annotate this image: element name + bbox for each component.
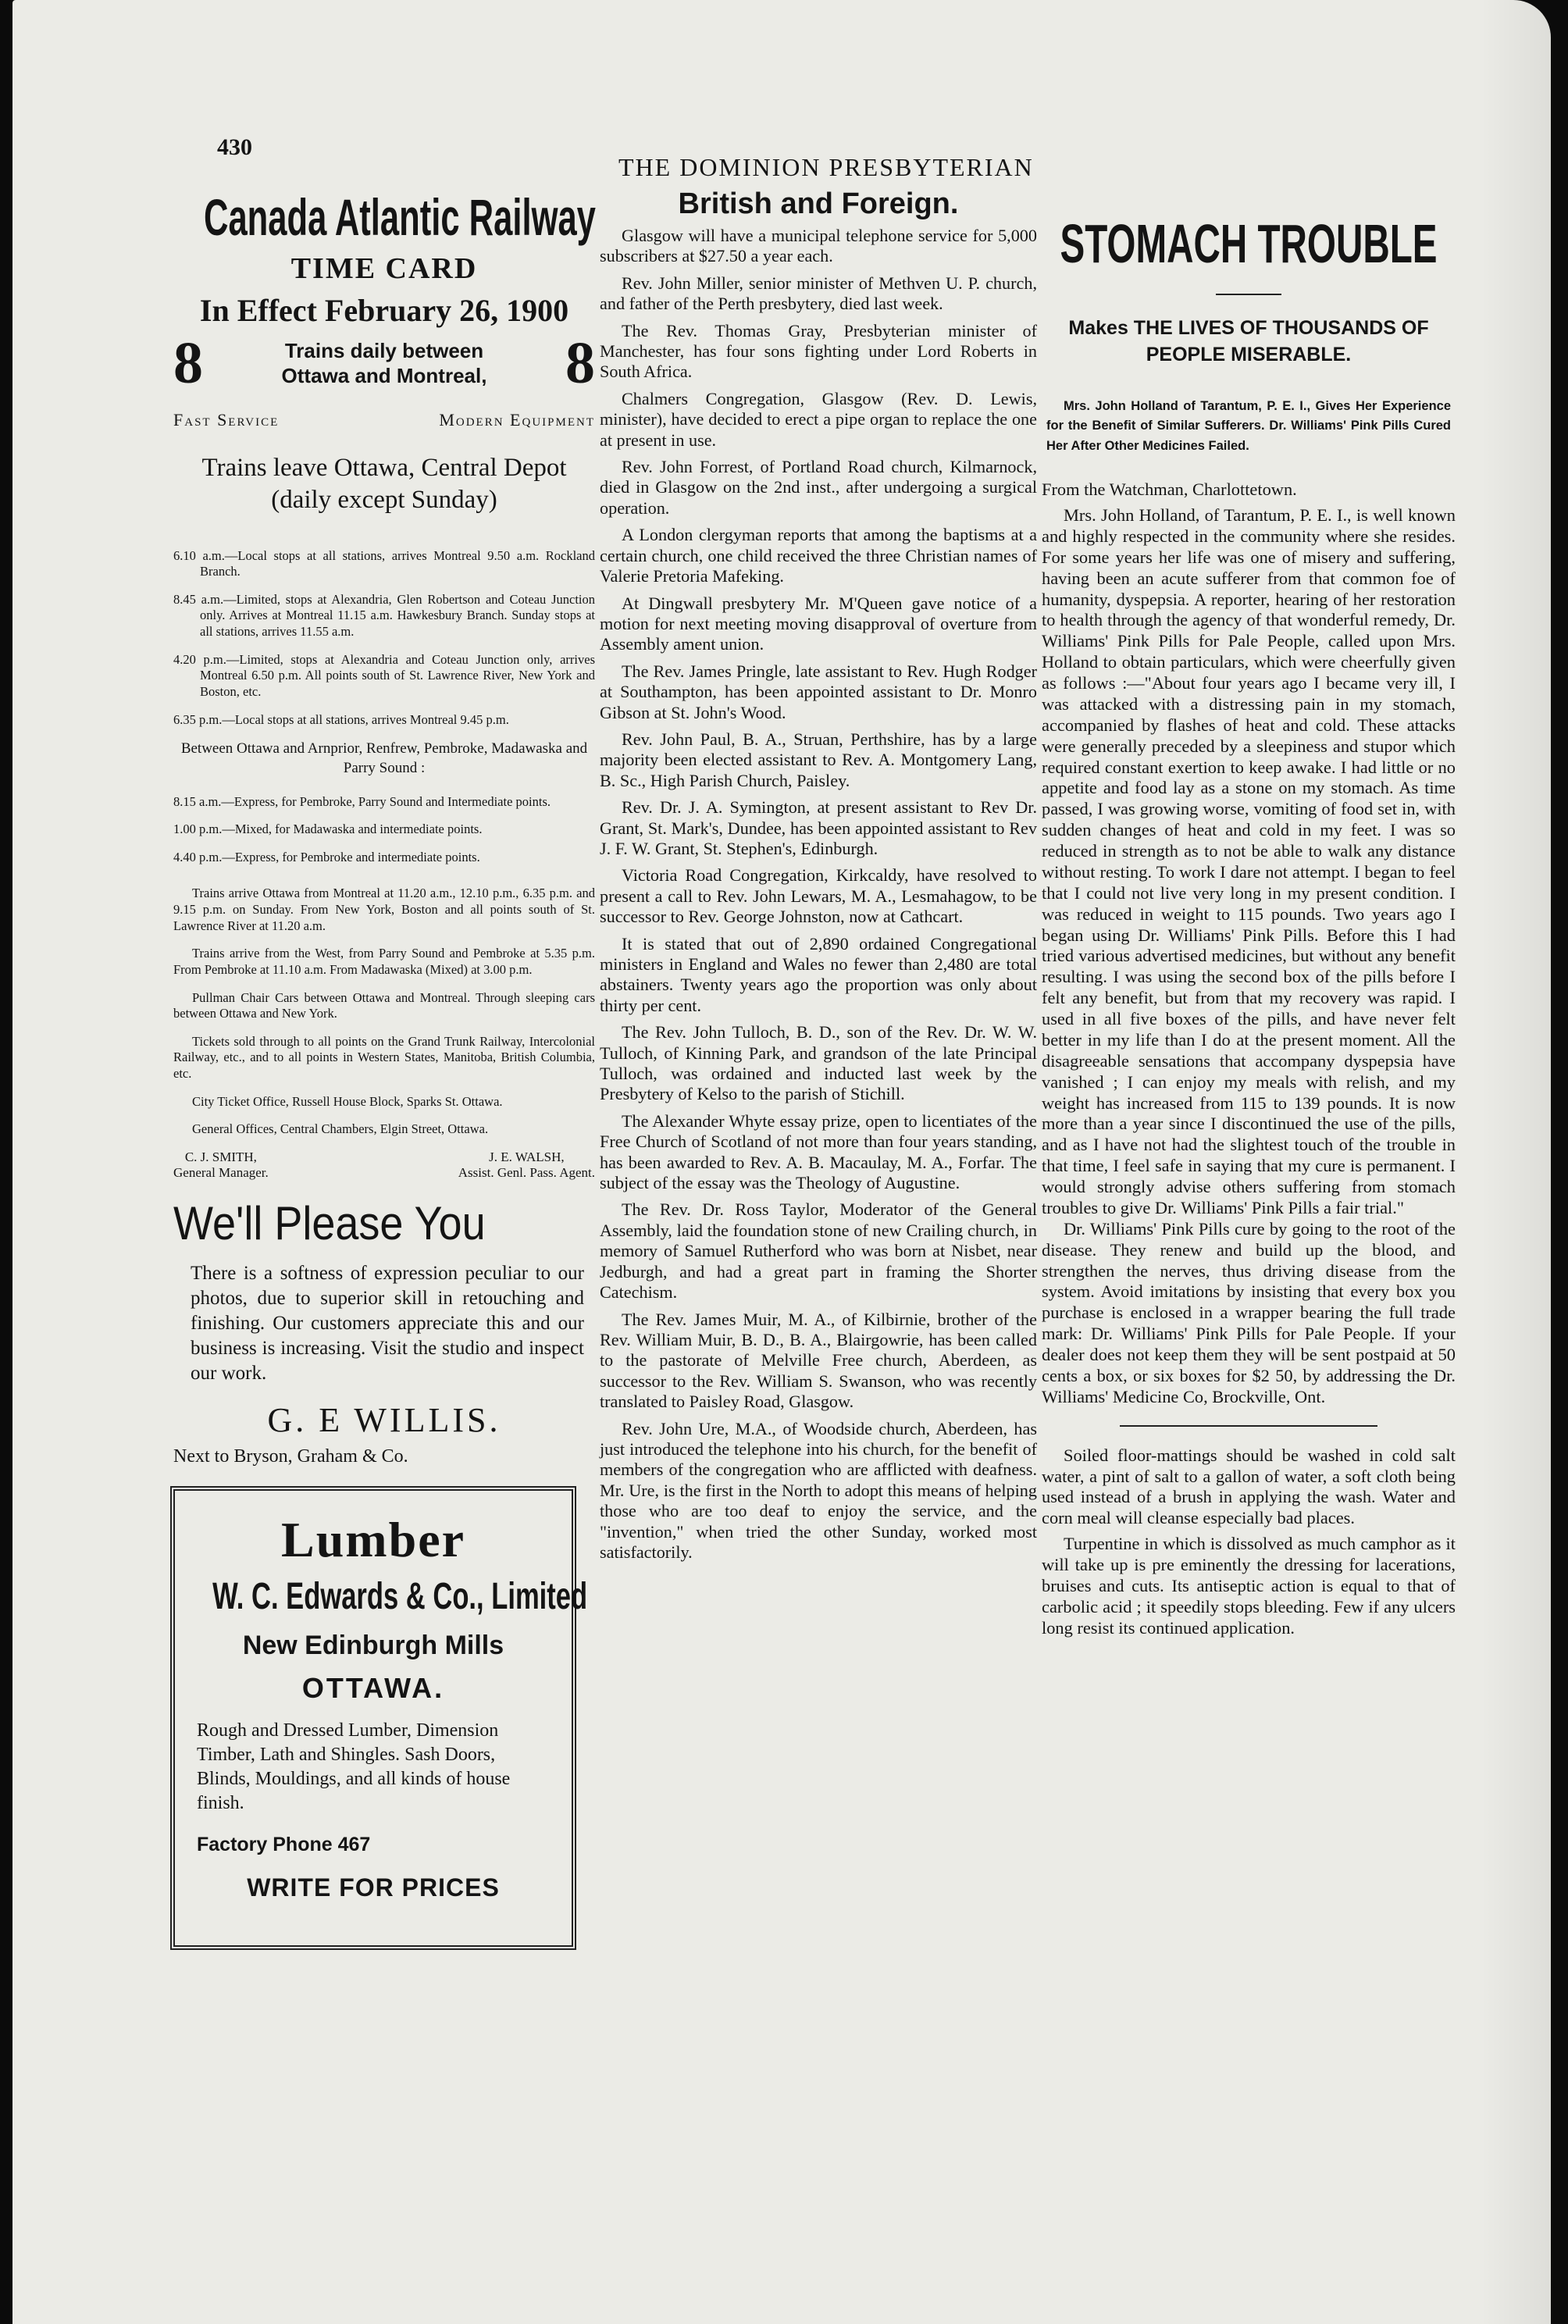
trains-text-line-1: Trains daily between bbox=[284, 338, 484, 362]
news-paragraph: The Rev. Dr. Ross Taylor, Moderator of the General Assembly, laid the foundation stone of new Crailing church, in memory of Samuel Rutherford who was born at Nisbet, near Jedburgh, and had a great part in framing the Shorter Catechism. bbox=[600, 1199, 1037, 1303]
schedule-entry: 8.15 a.m.—Express, for Pembroke, Parry Sound and Intermediate points. bbox=[173, 793, 551, 809]
willis-ad-location: Next to Bryson, Graham & Co. bbox=[173, 1445, 408, 1467]
schedule-entry: 6.10 a.m.—Local stops at all stations, arrives Montreal 9.50 a.m. Rockland Branch. bbox=[173, 547, 595, 579]
sig-name: J. E. WALSH, bbox=[489, 1149, 565, 1164]
signature-smith bbox=[173, 1150, 269, 1181]
news-paragraph: The Rev. James Muir, M. A., of Kilbirnie, brother of the Rev. William Muir, B. D., B. A., Blairgowrie, has been called to the pastorate of Melville Free church, Aberdeen, as successor to the Rev. William S. Swanson, who was recently translated to Paisley Road, Glasgow. bbox=[600, 1309, 1037, 1412]
signatures bbox=[173, 1150, 595, 1181]
railway-note: Pullman Chair Cars between Ottawa and Montreal. Through sleeping cars between Ottawa and New York. bbox=[173, 989, 595, 1021]
news-paragraph: Glasgow will have a municipal telephone service for 5,000 subscribers at $27.50 a year each. bbox=[600, 226, 1037, 266]
time-card-heading: TIME CARD bbox=[290, 252, 478, 285]
stomach-lead: Mrs. John Holland of Tarantum, P. E. I., Gives Her Experience for the Benefit of Similar Sufferers. Dr. Williams' Pink Pills Cured Her After Other Medicines Failed. bbox=[1046, 398, 1451, 453]
page-number: 430 bbox=[217, 134, 252, 160]
lumber-mills: New Edinburgh Mills bbox=[242, 1630, 504, 1660]
divider bbox=[1216, 294, 1281, 295]
news-paragraph: Rev. John Ure, M.A., of Woodside church, Aberdeen, has just introduced the telephone into his church, for the benefit of members of the congregation who are afflicted with deafness. Mr. Ure, is the first in the North to adopt this means of helping those who are too deaf to enjoy the service, and the "invention," when tried the other Sunday, worked most satisfactorily. bbox=[600, 1418, 1037, 1562]
lumber-city: OTTAWA. bbox=[301, 1671, 445, 1704]
effective-date: In Effect February 26, 1900 bbox=[199, 293, 569, 328]
schedule-entry: 4.20 p.m.—Limited, stops at Alexandria and Coteau Junction only, arrives Montreal 6.50 p.m. All points south of St. Lawrence River, New York and Boston, etc. bbox=[173, 651, 595, 699]
news-paragraph: Victoria Road Congregation, Kirkcaldy, have resolved to present a call to Rev. John Lewars, M. A., Lesmahagow, to be successor to Rev. George Johnston, now at Cathcart. bbox=[600, 865, 1037, 927]
household-tip: Turpentine in which is dissolved as much camphor as it will take up is pre eminently the dressing for lacerations, bruises and cuts. Its antiseptic action is equal to that of carbolic acid ; it speedily stops bleeding. Few if any ulcers long resist its continued application. bbox=[1042, 1534, 1456, 1638]
lumber-company: W. C. Edwards & Co., Limited bbox=[212, 1575, 588, 1617]
between-heading: Between Ottawa and Arnprior, Renfrew, Pembroke, Madawaska and Parry Sound : bbox=[180, 740, 588, 776]
divider bbox=[1120, 1425, 1377, 1427]
lumber-title: Lumber bbox=[281, 1511, 465, 1567]
railway-note: General Offices, Central Chambers, Elgin Street, Ottawa. bbox=[192, 1121, 489, 1137]
news-paragraph: Rev. Dr. J. A. Symington, at present assistant to Rev Dr. Grant, St. Mark's, Dundee, has been appointed assistant to Rev J. F. W. Grant, St. Stephen's, Edinburgh. bbox=[600, 797, 1037, 858]
news-paragraph: Rev. John Paul, B. A., Struan, Perthshire, has by a large majority been elected assistant to Rev. A. Montgomery Lang, B. Sc., High Parish Church, Paisley. bbox=[600, 729, 1037, 790]
fast-service: Fast Service bbox=[173, 410, 280, 430]
schedule-entry: 6.35 p.m.—Local stops at all stations, arrives Montreal 9.45 p.m. bbox=[173, 711, 509, 727]
news-paragraph: The Rev. James Pringle, late assistant to Rev. Hugh Rodger at Southampton, has been appointed assistant to Dr. Monro Gibson at St. John's Wood. bbox=[600, 661, 1037, 722]
news-paragraph: At Dingwall presbytery Mr. M'Queen gave notice of a motion for next meeting moving disapproval of overture from Assembly ament union. bbox=[600, 593, 1037, 654]
left-column bbox=[173, 187, 595, 1950]
railway-note: Tickets sold through to all points on the Grand Trunk Railway, Intercolonial Railway, etc., and to all points in Western States, Manitoba, British Columbia, etc. bbox=[173, 1033, 595, 1081]
news-paragraph: It is stated that out of 2,890 ordained Congregational ministers in England and Wales no fewer than 2,480 are total abstainers. Twenty years ago the proportion was only about thirty per cent. bbox=[600, 933, 1037, 1015]
news-paragraph: The Rev. John Tulloch, B. D., son of the Rev. Dr. W. W. Tulloch, of Kinning Park, and grandson of the late Principal Tulloch, was ordained and inducted last week by the Presbytery of Kelso to the parish of Stichill. bbox=[600, 1022, 1037, 1104]
willis-ad-body: There is a softness of expression peculiar to our photos, due to superior skill in retouching and finishing. Our customers appreciate this and our business is increasing. Visit the studio and inspect our work. bbox=[191, 1262, 584, 1384]
railway-note: Trains arrive from the West, from Parry Sound and Pembroke at 5.35 p.m. From Pembroke at 11.10 a.m. From Madawaska (Mixed) at 3.00 p.m. bbox=[173, 946, 595, 977]
stomach-source: From the Watchman, Charlottetown. bbox=[1042, 479, 1297, 500]
schedule-entry: 4.40 p.m.—Express, for Pembroke and intermediate points. bbox=[173, 849, 480, 864]
schedule-entry: 8.45 a.m.—Limited, stops at Alexandria, Glen Robertson and Coteau Junction only. Arrives at Montreal 11.15 a.m. Hawkesbury Branch. Sunday stops at all stations, arrives 11.55 a.m. bbox=[173, 591, 595, 639]
british-foreign-title: British and Foreign. bbox=[678, 187, 959, 220]
household-tip: Soiled floor-mattings should be washed in cold salt water, a pint of salt to a gallon of water, a soft cloth being used instead of a brush in applying the wash. Water and corn meal will cleanse especially bad places. bbox=[1042, 1445, 1456, 1528]
news-paragraph: The Alexander Whyte essay prize, open to licentiates of the Free Church of Scotland of not more than four years standing, has been awarded to Rev. A. B. Macaulay, M. A., Forfar. The subject of the essay was the Theology of Augustine. bbox=[600, 1110, 1037, 1193]
willis-ad-name: G. E WILLIS. bbox=[267, 1400, 501, 1439]
schedule-entry: 1.00 p.m.—Mixed, for Madawaska and intermediate points. bbox=[173, 822, 483, 837]
sig-title: Assist. Genl. Pass. Agent. bbox=[458, 1164, 595, 1180]
trains-leave-heading bbox=[173, 452, 595, 517]
lumber-body: Rough and Dressed Lumber, Dimension Timber, Lath and Shingles. Sash Doors, Blinds, Mouldings, and all kinds of house finish. bbox=[197, 1720, 511, 1814]
trains-count-left: 8 bbox=[173, 330, 203, 396]
willis-ad-title: We'll Please You bbox=[173, 1196, 486, 1249]
news-paragraph: The Rev. Thomas Gray, Presbyterian minister of Manchester, has four sons fighting under Lord Roberts in South Africa. bbox=[600, 320, 1037, 382]
stomach-paragraph: Mrs. John Holland, of Tarantum, P. E. I., is well known and highly respected in the community where she resides. For some years her life was one of misery and suffering, having been an acute sufferer from that common foe of humanity, dyspepsia. A reporter, hearing of her restoration to health through the agency of that wonderful remedy, Dr. Williams' Pink Pills for Pale People, called upon Mrs. Holland to obtain particulars, which were cheerfully given as follows :—"About four years ago I became very ill, I was attacked with a distressing pain in my stomach, accompanied by flashes of heat and cold. These attacks were generally preceded by a sleepiness and stupor which required constant exertion to keep awake. I had little or no appetite and food lay as a stone on my stomach. As time passed, I was growing worse, vomiting of food set in, with sudden changes of heat and cold in my feet. I was so reduced in strength as to not be able to walk any distance without resting. To work I dare not attempt. I began to feel that I could not live very long in my present condition. I was reduced in weight to 115 pounds. Two years ago I began using Dr. Williams' Pink Pills. Before this I had tried various advertised medicines, but without any benefit resulting. I was using the second box of the pills before I felt any benefit, but from that my recovery was rapid. I used in all five boxes of the pills, and have never felt better in my life than I do at the present moment. All the disagreeable sensations that accompany dyspepsia have vanished ; I can enjoy my meals with relish, and my weight has increased from 115 to 139 pounds. It is now more than a year since I discontinued the use of the pills, and as I have not had the slightest touch of the trouble in that time, I feel safe in saying that my cure is permanent. I would strongly advise others suffering from stomach troubles to give Dr. Williams' Pink Pills a fair trial." bbox=[1042, 505, 1456, 1217]
sig-title: General Manager. bbox=[173, 1164, 269, 1180]
railway-note: City Ticket Office, Russell House Block, Sparks St. Ottawa. bbox=[192, 1093, 503, 1109]
lumber-phone: Factory Phone 467 bbox=[197, 1833, 371, 1855]
leave-line-2: (daily except Sunday) bbox=[271, 486, 497, 515]
news-paragraph: Chalmers Congregation, Glasgow (Rev. D. Lewis, minister), have decided to erect a pipe organ to replace the one at present in use. bbox=[600, 388, 1037, 450]
modern-equipment: Modern Equipment bbox=[439, 410, 595, 430]
news-paragraph: Rev. John Forrest, of Portland Road church, Kilmarnock, died in Glasgow on the 2nd inst., after undergoing a surgical operation. bbox=[600, 457, 1037, 518]
stomach-subtitle: Makes THE LIVES OF THOUSANDS OF PEOPLE MISERABLE. bbox=[1068, 317, 1429, 365]
news-paragraph: Rev. John Miller, senior minister of Methven U. P. church, and father of the Perth presbytery, died last week. bbox=[600, 273, 1037, 314]
railway-title: Canada Atlantic Railway bbox=[204, 188, 596, 246]
trains-daily-text bbox=[282, 338, 487, 389]
signature-walsh bbox=[458, 1150, 595, 1181]
trains-count-right: 8 bbox=[565, 330, 595, 396]
trains-text-line-2: Ottawa and Montreal, bbox=[281, 364, 487, 387]
sig-name: C. J. SMITH, bbox=[184, 1149, 257, 1164]
lumber-cta: WRITE FOR PRICES bbox=[247, 1873, 500, 1902]
lumber-ad bbox=[170, 1486, 588, 1950]
stomach-paragraph: Dr. Williams' Pink Pills cure by going to the root of the disease. They renew and build up the blood, and strengthen the nerves, thus driving disease from the system. Avoid imitations by insisting that every box you purchase is enclosed in a wrapper bearing the full trade mark: Dr. Williams' Pink Pills for Pale People. If your dealer does not keep them they will be sent postpaid at 50 cents a box, or six boxes for $2 50, by addressing the Dr. Williams' Medicine Co, Brockville, Ont. bbox=[1042, 1218, 1456, 1406]
running-head: THE DOMINION PRESBYTERIAN bbox=[618, 153, 1034, 181]
stomach-title: STOMACH TROUBLE bbox=[1060, 213, 1438, 274]
news-paragraph: A London clergyman reports that among the baptisms at a certain church, one child received the three Christian names of Valerie Pretoria Mafeking. bbox=[600, 525, 1037, 586]
newspaper-page bbox=[12, 0, 1551, 2324]
middle-column bbox=[600, 187, 1037, 1569]
trains-daily-row bbox=[173, 330, 595, 396]
right-column bbox=[1042, 212, 1456, 1639]
service-row bbox=[173, 410, 595, 430]
railway-note: Trains arrive Ottawa from Montreal at 11.20 a.m., 12.10 p.m., 6.35 p.m. and 9.15 p.m. on Sunday. From New York, Boston and all points south of St. Lawrence River at 11.20 a.m. bbox=[173, 886, 595, 933]
leave-line-1: Trains leave Ottawa, Central Depot bbox=[201, 454, 567, 482]
